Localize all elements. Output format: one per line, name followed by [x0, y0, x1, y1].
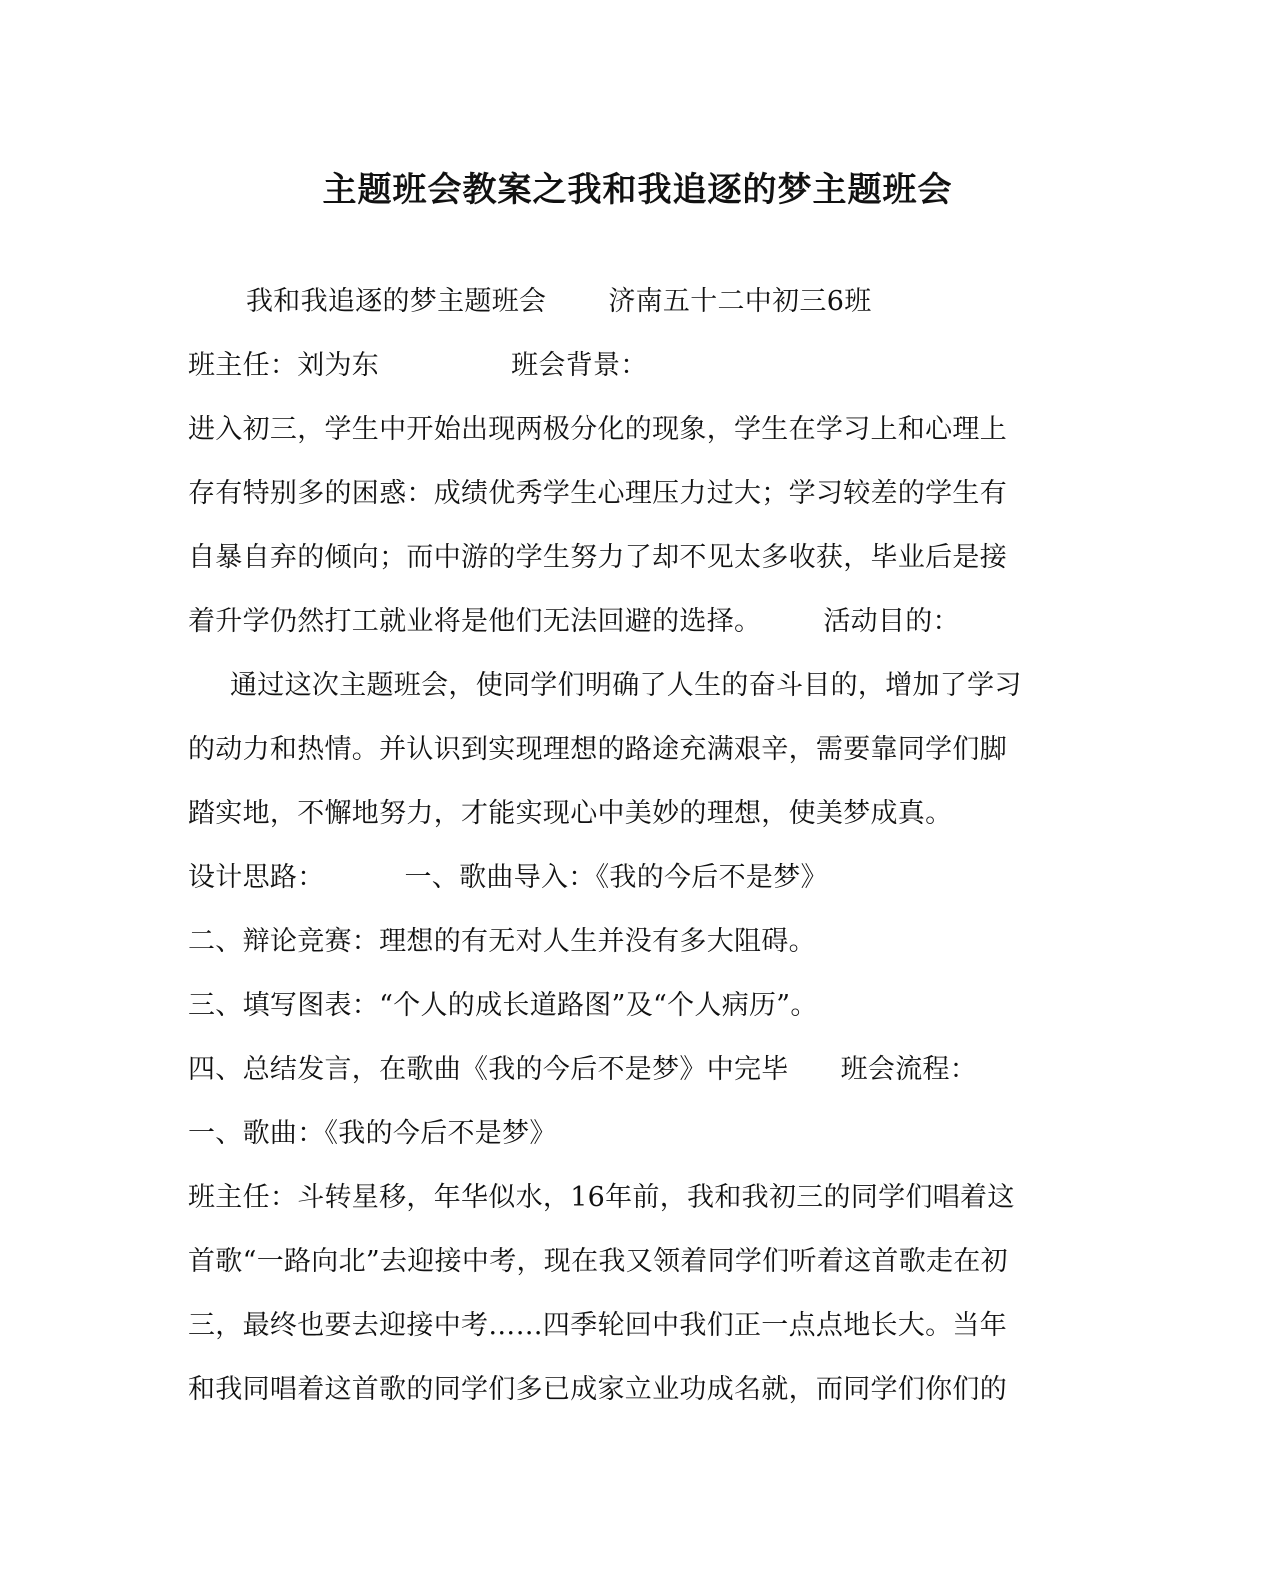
teacher-label: 班主任：刘为东: [188, 350, 380, 381]
teacher-line: [188, 348, 648, 384]
paragraph-line: 的动力和热情。并认识到实现理想的路途充满艰辛，需要靠同学们脚: [188, 734, 1007, 765]
paragraph-line: 首歌“一路向北”去迎接中考，现在我又领着同学们听着这首歌走在初: [188, 1246, 1008, 1277]
background-heading: 班会背景：: [511, 350, 648, 381]
class-name: 济南五十二中初三6班: [608, 286, 872, 317]
design-step-1: 一、歌曲导入：《我的今后不是梦》: [404, 862, 828, 893]
paragraph-line: [188, 604, 960, 640]
design-step-2: 二、辩论竞赛：理想的有无对人生并没有多大阻碍。: [188, 926, 816, 957]
process-step-1: 一、歌曲：《我的今后不是梦》: [188, 1118, 557, 1149]
design-step-3: 三、填写图表：“个人的成长道路图”及“个人病历”。: [188, 990, 818, 1021]
design-step-4-line: [188, 1052, 977, 1088]
process-heading: 班会流程：: [840, 1054, 978, 1085]
header-line: [246, 284, 872, 320]
meeting-name: 我和我追逐的梦主题班会: [246, 286, 547, 317]
paragraph-line: 通过这次主题班会，使同学们明确了人生的奋斗目的，增加了学习: [230, 670, 1022, 701]
paragraph-line: 三，最终也要去迎接中考……四季轮回中我们正一点点地长大。当年: [188, 1310, 1007, 1341]
design-line: [188, 860, 828, 896]
goal-heading: 活动目的：: [823, 606, 960, 637]
paragraph-text: 着升学仍然打工就业将是他们无法回避的选择。: [188, 606, 762, 637]
paragraph-line: 存有特别多的困惑：成绩优秀学生心理压力过大；学习较差的学生有: [188, 478, 1007, 509]
design-heading: 设计思路：: [188, 862, 325, 893]
paragraph-line: 进入初三，学生中开始出现两极分化的现象，学生在学习上和心理上: [188, 414, 1007, 445]
paragraph-line: 和我同唱着这首歌的同学们多已成家立业功成名就，而同学们你们的: [188, 1374, 1007, 1405]
paragraph-line: 自暴自弃的倾向；而中游的学生努力了却不见太多收获，毕业后是接: [188, 542, 1007, 573]
design-step-4: 四、总结发言，在歌曲《我的今后不是梦》中完毕: [188, 1054, 789, 1085]
paragraph-line: 班主任：斗转星移，年华似水，16年前，我和我初三的同学们唱着这: [188, 1182, 1015, 1213]
document-title: 主题班会教案之我和我追逐的梦主题班会: [322, 170, 953, 210]
paragraph-line: 踏实地，不懈地努力，才能实现心中美妙的理想，使美梦成真。: [188, 798, 953, 829]
